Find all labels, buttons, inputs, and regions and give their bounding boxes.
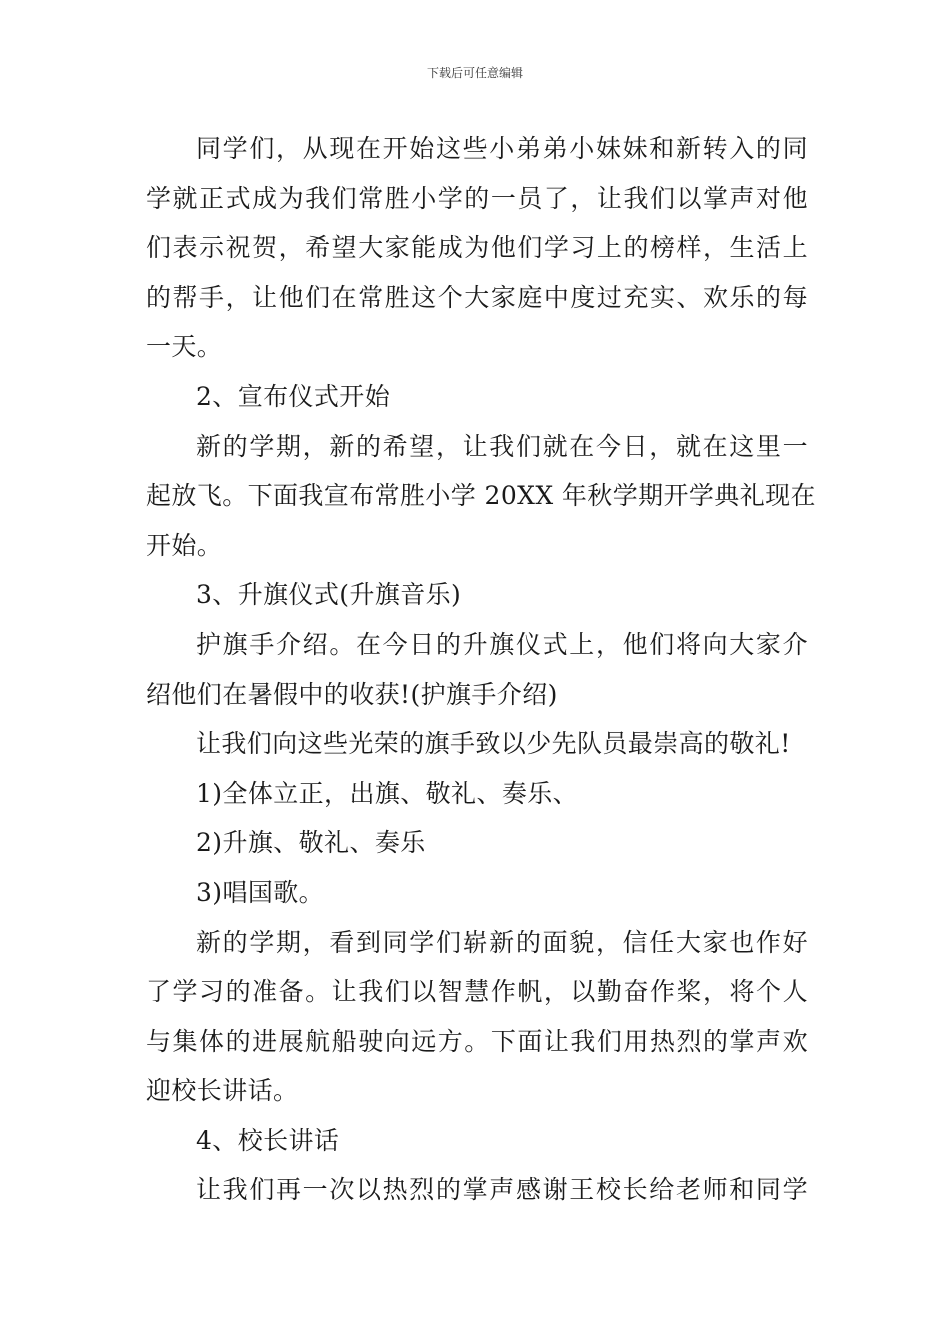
- paragraph-flag-guard-intro: [146, 620, 808, 719]
- list-item-text: 1)全体立正，出旗、敬礼、奏乐、: [196, 778, 579, 808]
- text-line: 迎校长讲话。: [146, 1076, 299, 1106]
- list-item-text: 2)升旗、敬礼、奏乐: [196, 828, 426, 858]
- text-line: 同学们，从现在开始这些小弟弟小妹妹和新转入的同: [196, 134, 808, 163]
- paragraph-salute: [146, 719, 808, 769]
- list-item-text: 3)唱国歌。: [196, 877, 325, 907]
- text-line: 与集体的进展航船驶向远方。下面让我们用热烈的掌声欢: [146, 1026, 808, 1056]
- list-item: [146, 868, 808, 918]
- text-line: 绍他们在暑假中的收获!(护旗手介绍): [146, 679, 558, 709]
- section-heading: 4、校长讲话: [196, 1125, 340, 1155]
- text-line: 让我们再一次以热烈的掌声感谢王校长给老师和同学: [196, 1175, 808, 1205]
- paragraph-announce-opening: [146, 422, 816, 571]
- paragraph-new-semester: [146, 918, 808, 1116]
- text-line: 新的学期，看到同学们崭新的面貌，信任大家也作好: [196, 927, 808, 957]
- text-line: 护旗手介绍。在今日的升旗仪式上，他们将向大家介: [196, 629, 808, 659]
- paragraph-welcome-new-students: [146, 124, 808, 372]
- list-item: [146, 769, 808, 819]
- document-body: [146, 124, 816, 1215]
- text-line: 们表示祝贺，希望大家能成为他们学习上的榜样，生活上: [146, 233, 808, 263]
- text-line: 了学习的准备。让我们以智慧作帆，以勤奋作桨，将个人: [146, 977, 808, 1007]
- text-line: 学就正式成为我们常胜小学的一员了，让我们以掌声对他: [146, 183, 808, 213]
- list-item: [146, 818, 808, 868]
- text-line: 让我们向这些光荣的旗手致以少先队员最崇高的敬礼!: [196, 729, 791, 759]
- section-heading-principal-speech: [146, 1116, 808, 1166]
- text-line: 起放飞。下面我宣布常胜小学 20XX 年秋学期开学典礼现在: [146, 481, 816, 511]
- text-line: 的帮手，让他们在常胜这个大家庭中度过充实、欢乐的每: [146, 282, 808, 312]
- section-heading: 3、升旗仪式(升旗音乐): [196, 580, 462, 610]
- text-line: 一天。: [146, 332, 223, 362]
- section-heading-flag-raising: [146, 570, 808, 620]
- text-line: 新的学期，新的希望，让我们就在今日，就在这里一: [196, 431, 808, 461]
- text-line: 开始。: [146, 530, 223, 560]
- page-header: 下载后可任意编辑: [426, 66, 523, 80]
- paragraph-thanks-principal: [146, 1165, 808, 1215]
- section-heading-ceremony-start: [146, 372, 808, 422]
- section-heading: 2、宣布仪式开始: [196, 381, 391, 411]
